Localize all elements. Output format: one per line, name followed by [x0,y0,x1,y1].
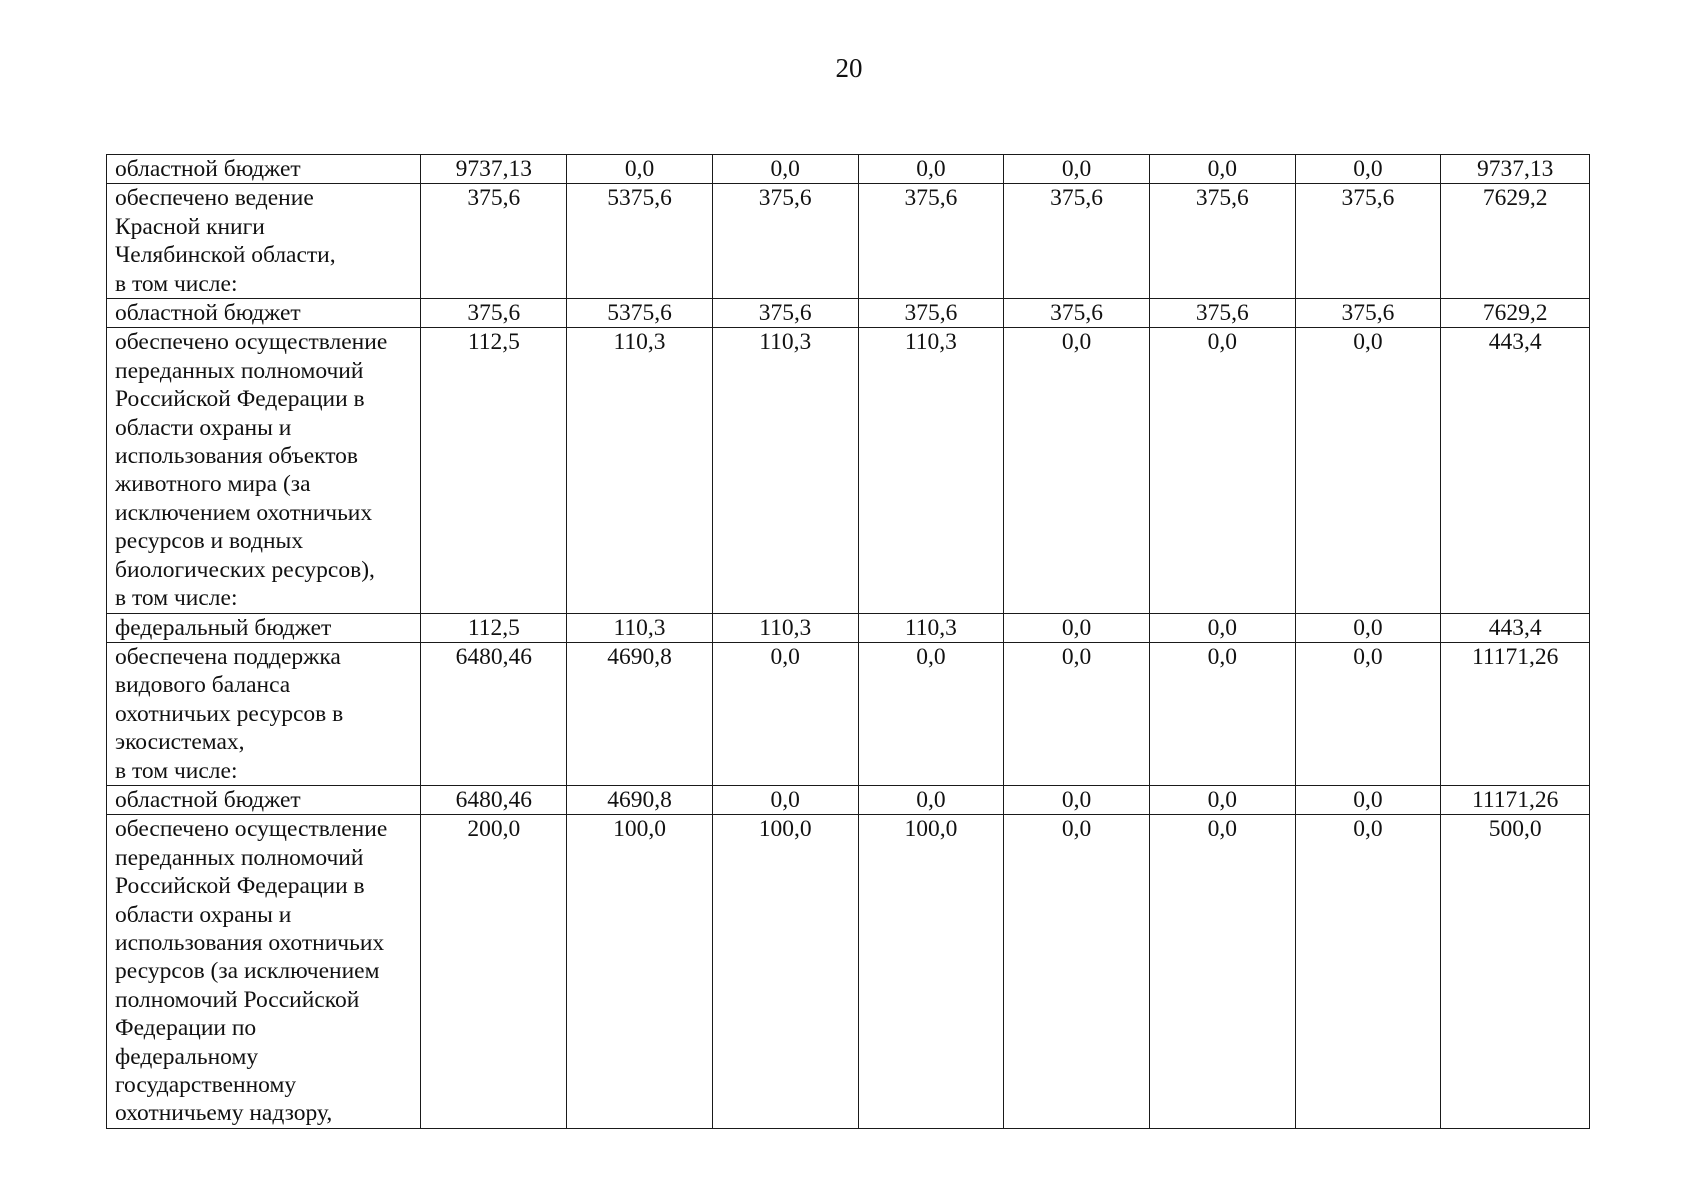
value-cell: 0,0 [1295,785,1441,814]
value-cell: 110,3 [712,328,858,613]
value-cell: 6480,46 [421,642,567,785]
value-cell: 200,0 [421,815,567,1128]
value-cell: 0,0 [1004,785,1150,814]
value-cell: 4690,8 [567,642,713,785]
budget-table [106,154,1590,1129]
value-cell: 110,3 [858,613,1004,642]
row-label: федеральный бюджет [107,613,421,642]
value-cell: 6480,46 [421,785,567,814]
value-cell: 0,0 [858,155,1004,184]
row-total-cell: 443,4 [1441,328,1590,613]
row-total-cell: 7629,2 [1441,299,1590,328]
value-cell: 0,0 [1004,815,1150,1128]
row-label: обеспечено ведение Красной книги Челябинской области, в том числе: [107,184,421,299]
value-cell: 375,6 [712,184,858,299]
row-label: обеспечено осуществление переданных полномочий Российской Федерации в области охраны и использования охотничьих ресурсов (за исключением полномочий Российской Федерации по федеральному государственному охотничьему надзору, [107,815,421,1128]
table-row [107,299,1590,328]
value-cell: 0,0 [1004,613,1150,642]
value-cell: 0,0 [1149,155,1295,184]
value-cell: 0,0 [1295,328,1441,613]
value-cell: 375,6 [421,299,567,328]
table-row [107,642,1590,785]
value-cell: 0,0 [567,155,713,184]
page-number: 20 [835,53,863,83]
row-label: областной бюджет [107,155,421,184]
value-cell: 375,6 [712,299,858,328]
value-cell: 110,3 [712,613,858,642]
table-row [107,184,1590,299]
row-total-cell: 9737,13 [1441,155,1590,184]
table-row [107,155,1590,184]
row-total-cell: 7629,2 [1441,184,1590,299]
table-body [107,155,1590,1129]
value-cell: 0,0 [1149,328,1295,613]
row-label: обеспечена поддержка видового баланса охотничьих ресурсов в экосистемах, в том числе: [107,642,421,785]
value-cell: 375,6 [858,184,1004,299]
table-row [107,613,1590,642]
value-cell: 110,3 [858,328,1004,613]
value-cell: 0,0 [1149,613,1295,642]
value-cell: 0,0 [1295,642,1441,785]
value-cell: 100,0 [567,815,713,1128]
value-cell: 9737,13 [421,155,567,184]
value-cell: 5375,6 [567,299,713,328]
value-cell: 100,0 [712,815,858,1128]
row-total-cell: 11171,26 [1441,785,1590,814]
value-cell: 112,5 [421,613,567,642]
value-cell: 0,0 [1004,642,1150,785]
value-cell: 110,3 [567,613,713,642]
value-cell: 375,6 [858,299,1004,328]
value-cell: 375,6 [1149,299,1295,328]
row-label: областной бюджет [107,785,421,814]
value-cell: 0,0 [712,155,858,184]
value-cell: 375,6 [1004,184,1150,299]
value-cell: 100,0 [858,815,1004,1128]
value-cell: 0,0 [858,642,1004,785]
value-cell: 5375,6 [567,184,713,299]
row-total-cell: 500,0 [1441,815,1590,1128]
value-cell: 4690,8 [567,785,713,814]
value-cell: 0,0 [712,642,858,785]
value-cell: 0,0 [1004,328,1150,613]
value-cell: 112,5 [421,328,567,613]
value-cell: 375,6 [1004,299,1150,328]
value-cell: 0,0 [1004,155,1150,184]
value-cell: 375,6 [421,184,567,299]
table-row [107,328,1590,613]
value-cell: 0,0 [1149,785,1295,814]
row-total-cell: 11171,26 [1441,642,1590,785]
value-cell: 0,0 [1295,613,1441,642]
row-label: областной бюджет [107,299,421,328]
row-total-cell: 443,4 [1441,613,1590,642]
value-cell: 110,3 [567,328,713,613]
value-cell: 0,0 [1149,815,1295,1128]
value-cell: 0,0 [1149,642,1295,785]
value-cell: 0,0 [1295,155,1441,184]
table-row [107,815,1590,1128]
table-row [107,785,1590,814]
value-cell: 0,0 [1295,815,1441,1128]
row-label: обеспечено осуществление переданных полномочий Российской Федерации в области охраны и использования объектов животного мира (за исключением охотничьих ресурсов и водных биологических ресурсов), в том числе: [107,328,421,613]
value-cell: 0,0 [712,785,858,814]
value-cell: 0,0 [858,785,1004,814]
value-cell: 375,6 [1295,184,1441,299]
value-cell: 375,6 [1295,299,1441,328]
value-cell: 375,6 [1149,184,1295,299]
